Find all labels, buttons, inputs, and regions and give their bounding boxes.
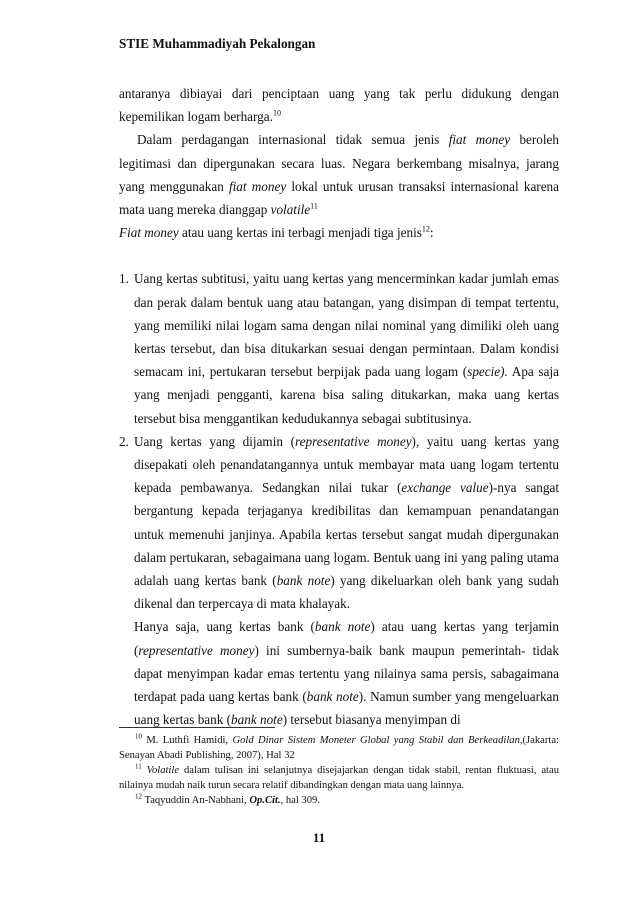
list-number: 1. [119, 271, 129, 287]
list-item-text [134, 430, 559, 616]
text-run: dalam tulisan ini selanjutnya disejajarkan dengan tidak stabil, rentan fluktuasi, atau nilainya mudah naik turun secara relatif dibandingkan dengan mata uang lainnya. [119, 765, 559, 791]
text-run: : [429, 225, 434, 241]
italic-term: exchange value [401, 480, 489, 496]
italic-term: representative money [138, 642, 255, 658]
italic-term: bank note [276, 573, 331, 589]
body-text [119, 82, 559, 731]
italic-bold-term: Op.Cit. [249, 795, 281, 806]
footnote-number: 10 [135, 732, 142, 741]
text-run: ). Namun sumber yang mengeluarkan uang kertas bank ( [134, 689, 559, 728]
text-run: antaranya dibiayai dari penciptaan uang yang tak perlu didukung dengan kepemilikan logam berharga. [119, 86, 559, 125]
text-run: ) tersebut biasanya menyimpan di [282, 712, 461, 728]
italic-title: Gold Dinar Sistem Moneter Global yang Stabil dan Berkeadilan, [232, 735, 523, 746]
text-run: , hal 309. [280, 795, 320, 806]
italic-term: volatile [270, 202, 311, 218]
text-run: ) yang dikeluarkan oleh bank yang sudah dikenal dan terpercaya di mata khalayak. [134, 573, 560, 612]
list-item-1 [119, 267, 559, 429]
italic-term: specie). [467, 364, 508, 380]
list-item-2 [119, 430, 559, 616]
footnote-12 [119, 793, 559, 808]
text-run: (Jakarta: Senayan Abadi Publishing, 2007), Hal 32 [119, 735, 559, 761]
text-run: Taqyuddin An-Nabhani, [142, 795, 250, 806]
text-run: Hanya saja, uang kertas bank ( [134, 619, 315, 635]
italic-term: bank note [314, 619, 371, 635]
spacer [119, 244, 559, 267]
footnote-number: 12 [135, 792, 142, 801]
text-run: Dalam perdagangan internasional tidak semua jenis [137, 132, 449, 148]
italic-term: bank note [306, 689, 359, 705]
italic-term: fiat money [448, 132, 511, 148]
text-run: Uang kertas yang dijamin ( [134, 433, 296, 449]
italic-term: bank note [231, 712, 283, 728]
footnote-ref-12[interactable]: 12 [421, 224, 430, 234]
text-run: Uang kertas subtitusi, yaitu uang kertas yang mencerminkan kadar jumlah emas dan perak dalam bentuk uang atau batangan, yang disimpan di tempat tertentu, yang memiliki nilai logam sama dengan nilai nominal yang dimiliki oleh uang kertas tersebut, dan bisa ditukarkan sesuai dengan permintaan. Dalam kondisi semacam ini, pertukaran tersebut berpijak pada uang logam ( [134, 271, 559, 380]
text-run: )-nya sangat bergantung kepada terjaganya kredibilitas dan kemampuan penandatangan untuk memenuhi janjinya. Apabila kertas tersebut sangat mudah dipergunakan dalam pertukaran, sebagaimana uang logam. Bentuk uang ini yang paling utama adalah uang kertas bank ( [134, 480, 559, 589]
paragraph-continuation [119, 82, 559, 128]
paragraph-types-intro [119, 221, 559, 244]
footnote-ref-10[interactable]: 10 [272, 108, 281, 118]
italic-term: Fiat money [119, 225, 179, 241]
text-run: M. Luthfi Hamidi, [142, 735, 233, 746]
text-run: lokal untuk urusan transaksi internasional karena mata uang mereka dianggap [119, 178, 559, 218]
running-header: STIE Muhammadiyah Pekalongan [119, 36, 316, 51]
text-run: ) atau uang kertas yang terjamin ( [134, 619, 559, 658]
footnote-ref-11[interactable]: 11 [310, 201, 318, 211]
italic-term: Volatile [141, 765, 180, 776]
italic-term: representative money [295, 433, 412, 449]
text-run: atau uang kertas ini terbagi menjadi tiga jenis [178, 225, 422, 241]
footnote-11 [119, 763, 559, 793]
footnote-number: 11 [135, 762, 142, 771]
italic-term: fiat money [228, 178, 287, 194]
list-item-2-continuation [134, 615, 559, 731]
paragraph-fiat-money [119, 128, 559, 221]
text-run: ), yaitu uang kertas yang disepakati oleh penandatangannya untuk membayar mata uang logam tertentu kepada pembawanya. Sedangkan nilai tukar ( [134, 433, 559, 496]
page-number: 11 [312, 830, 326, 845]
footnotes [119, 733, 559, 808]
list-number: 2. [119, 433, 129, 449]
text-run: Apa saja yang menjadi pengganti, karena bisa saling ditukarkan, maka uang kertas tersebut bisa menggantikan kedudukannya sebagai subtitusinya. [134, 364, 559, 426]
footnote-divider [119, 727, 275, 728]
list-item-text [134, 267, 559, 429]
footnote-10 [119, 733, 559, 763]
text-run: ) ini sumbernya-baik bank maupun pemerintah- tidak dapat menyimpan kadar emas tertentu yang nilainya sama persis, sabagaimana terdapat pada uang kertas bank ( [134, 642, 559, 705]
text-run: beroleh legitimasi dan dipergunakan secara luas. Negara berkembang misalnya, jarang yang menggunakan [119, 132, 559, 194]
